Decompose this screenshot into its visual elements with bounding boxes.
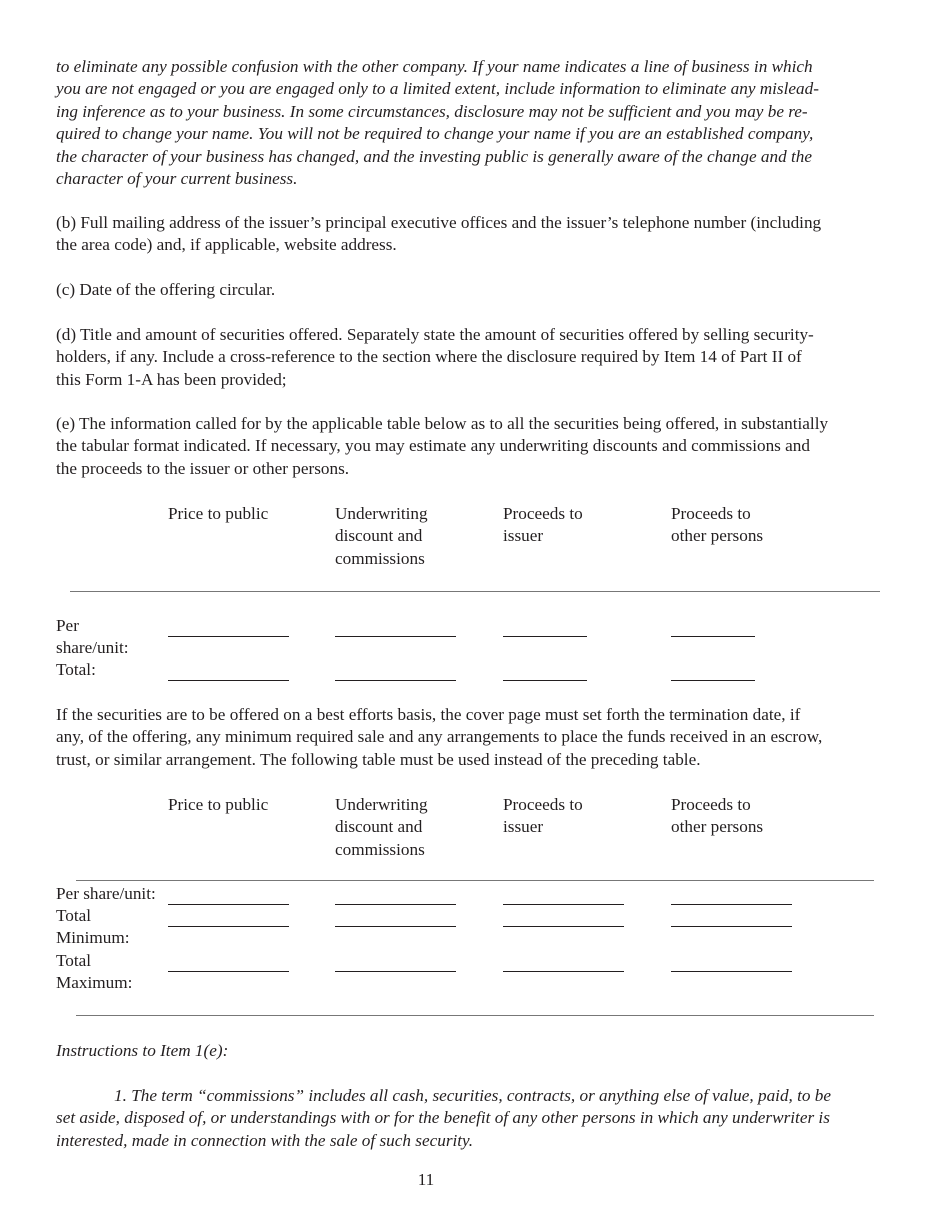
text-line: (b) Full mailing address of the issuer’s principal executive offices and the issuer’s telephone number (including [56,213,822,232]
blank-field[interactable] [168,926,289,927]
blank-field[interactable] [503,636,587,637]
intro-paragraph [56,56,898,190]
blank-field[interactable] [503,680,587,681]
blank-field[interactable] [168,636,289,637]
text-line: 1. The term “commissions” includes all cash, securities, contracts, or anything else of value, paid, to be [114,1086,832,1105]
column-header-underwriting: Underwriting discount and commissions [335,504,428,568]
row-label-total-minimum: Total Minimum: [56,906,130,948]
blank-field[interactable] [168,904,289,905]
text-line: you are not engaged or you are engaged only to a limited extent, include information to eliminate any mislead- [56,79,819,99]
text-line: the area code) and, if applicable, website address. [56,235,397,255]
text-line: holders, if any. Include a cross-reference to the section where the disclosure required by Item 14 of Part II of [56,347,802,367]
column-header-proceeds-other: Proceeds to other persons [671,795,764,837]
item-e-paragraph [56,413,898,480]
column-header-price-to-public: Price to public [168,504,269,523]
page-number: 11 [417,1170,435,1189]
best-efforts-paragraph [56,704,898,771]
column-header-price-to-public: Price to public [168,795,269,814]
row-label-per-share: Per share/unit: [56,616,129,658]
column-header-underwriting: Underwriting discount and commissions [335,795,428,859]
item-c-paragraph [56,279,898,301]
row-label-total: Total: [56,660,96,679]
text-line: the tabular format indicated. If necessary, you may estimate any underwriting discounts and commissions and [56,436,810,456]
item-b-paragraph [56,212,898,257]
text-line: the proceeds to the issuer or other persons. [56,458,350,478]
row-label-total-maximum: Total Maximum: [56,951,133,993]
instruction-1-paragraph [56,1085,898,1152]
item-d-paragraph [56,324,898,391]
text-line: to eliminate any possible confusion with the other company. If your name indicates a line of business in which [56,57,813,76]
text-line: character of your current business. [56,169,298,189]
column-header-proceeds-other: Proceeds to other persons [671,504,764,546]
row-label-per-share: Per share/unit: [56,884,156,903]
table-rule [76,1015,874,1016]
blank-field[interactable] [335,904,456,905]
text-line: any, of the offering, any minimum required sale and any arrangements to place the funds received in an escrow, [56,727,823,747]
blank-field[interactable] [671,971,792,972]
blank-field[interactable] [335,680,456,681]
text-line: quired to change your name. You will not be required to change your name if you are an established company, [56,124,814,144]
blank-field[interactable] [335,636,456,637]
text-line: trust, or similar arrangement. The following table must be used instead of the preceding table. [56,749,701,769]
text-line: this Form 1-A has been provided; [56,369,287,389]
blank-field[interactable] [671,636,755,637]
blank-field[interactable] [335,926,456,927]
text-line: If the securities are to be offered on a best efforts basis, the cover page must set forth the termination date, if [56,705,801,724]
text-line: set aside, disposed of, or understandings with or for the benefit of any other persons in which any underwriter is [56,1108,830,1128]
blank-field[interactable] [671,680,755,681]
column-header-proceeds-issuer: Proceeds to issuer [503,504,583,546]
text-line: ing inference as to your business. In some circumstances, disclosure may not be sufficient and you may be re- [56,101,808,121]
blank-field[interactable] [671,904,792,905]
text-line: the character of your business has changed, and the investing public is generally aware of the change and the [56,146,812,166]
text-line: (e) The information called for by the applicable table below as to all the securities being offered, in substantially [56,414,829,433]
blank-field[interactable] [168,680,289,681]
blank-field[interactable] [503,926,624,927]
table-rule [70,591,880,592]
blank-field[interactable] [168,971,289,972]
text-line: interested, made in connection with the sale of such security. [56,1130,474,1150]
instructions-heading: Instructions to Item 1(e): [56,1041,229,1060]
blank-field[interactable] [671,926,792,927]
column-header-proceeds-issuer: Proceeds to issuer [503,795,583,837]
blank-field[interactable] [503,904,624,905]
text-line: (d) Title and amount of securities offered. Separately state the amount of securities offered by selling security- [56,325,814,344]
blank-field[interactable] [335,971,456,972]
table-rule [76,880,874,881]
blank-field[interactable] [503,971,624,972]
text-line: (c) Date of the offering circular. [56,280,276,299]
